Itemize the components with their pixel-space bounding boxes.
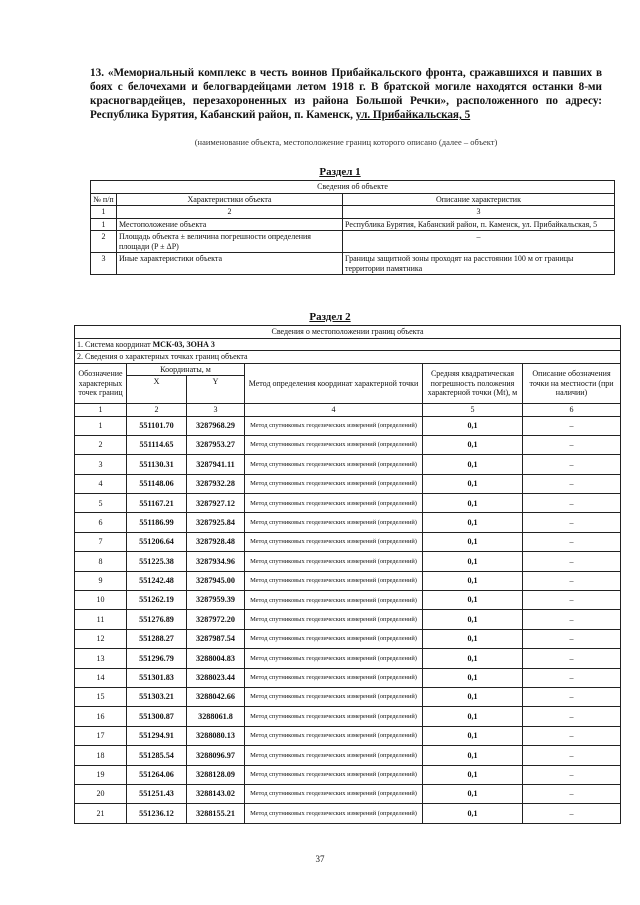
method: Метод спутниковых геодезических измерений (определений)	[245, 668, 423, 687]
table-row	[75, 668, 621, 687]
section-2-table	[74, 325, 621, 824]
coord-x: 551276.89	[127, 610, 187, 629]
col-header-y: Y	[187, 376, 245, 404]
col-number: 2	[117, 206, 343, 219]
point-description: –	[523, 804, 621, 823]
mean-error: 0,1	[423, 571, 523, 590]
col-number: 2	[127, 404, 187, 417]
coord-x: 551288.27	[127, 629, 187, 648]
col-header-point: Обозначение характерных точек границ	[75, 363, 127, 404]
point-number: 20	[75, 784, 127, 803]
point-number: 17	[75, 726, 127, 745]
point-number: 19	[75, 765, 127, 784]
coord-x: 551236.12	[127, 804, 187, 823]
mean-error: 0,1	[423, 416, 523, 435]
table-row	[75, 435, 621, 454]
object-title-address: ул. Прибайкальская, 5	[355, 109, 471, 121]
point-number: 18	[75, 746, 127, 765]
mean-error: 0,1	[423, 474, 523, 493]
row-description: Республика Бурятия, Кабанский район, п. Каменск, ул. Прибайкальская, 5	[343, 218, 615, 231]
point-number: 14	[75, 668, 127, 687]
coord-x: 551262.19	[127, 591, 187, 610]
coord-x: 551294.91	[127, 726, 187, 745]
object-title	[90, 66, 602, 122]
method: Метод спутниковых геодезических измерений (определений)	[245, 455, 423, 474]
method: Метод спутниковых геодезических измерений (определений)	[245, 784, 423, 803]
coord-y: 3287987.54	[187, 629, 245, 648]
point-number: 6	[75, 513, 127, 532]
point-number: 3	[75, 455, 127, 474]
col-header-method: Метод определения координат характерной точки	[245, 363, 423, 404]
mean-error: 0,1	[423, 494, 523, 513]
method: Метод спутниковых геодезических измерений (определений)	[245, 707, 423, 726]
point-number: 2	[75, 435, 127, 454]
method: Метод спутниковых геодезических измерений (определений)	[245, 435, 423, 454]
point-number: 11	[75, 610, 127, 629]
mean-error: 0,1	[423, 610, 523, 629]
section-1-header: Сведения об объекте	[91, 181, 615, 194]
coord-y: 3287959.39	[187, 591, 245, 610]
col-header-desc: Описание обозначения точки на местности (при наличии)	[523, 363, 621, 404]
point-description: –	[523, 552, 621, 571]
method: Метод спутниковых геодезических измерений (определений)	[245, 726, 423, 745]
coord-y: 3288023.44	[187, 668, 245, 687]
col-header-characteristics: Характеристики объекта	[117, 193, 343, 206]
coord-x: 551114.65	[127, 435, 187, 454]
method: Метод спутниковых геодезических измерений (определений)	[245, 687, 423, 706]
table-row	[75, 726, 621, 745]
section-2-header: Сведения о местоположении границ объекта	[75, 326, 621, 339]
table-row	[75, 494, 621, 513]
method: Метод спутниковых геодезических измерений (определений)	[245, 746, 423, 765]
coord-x: 551242.48	[127, 571, 187, 590]
point-description: –	[523, 571, 621, 590]
coord-y: 3287941.11	[187, 455, 245, 474]
point-description: –	[523, 784, 621, 803]
point-number: 7	[75, 532, 127, 551]
table-row	[75, 687, 621, 706]
coord-y: 3288096.97	[187, 746, 245, 765]
mean-error: 0,1	[423, 513, 523, 532]
coord-y: 3287925.84	[187, 513, 245, 532]
mean-error: 0,1	[423, 707, 523, 726]
col-number: 5	[423, 404, 523, 417]
table-row	[75, 804, 621, 823]
coord-x: 551167.21	[127, 494, 187, 513]
row-characteristic: Местоположение объекта	[117, 218, 343, 231]
point-number: 5	[75, 494, 127, 513]
coordinate-system-label: 1. Система координат	[77, 339, 151, 349]
point-number: 1	[75, 416, 127, 435]
coordinate-system-value: МСК-03, ЗОНА 3	[152, 339, 215, 349]
coord-x: 551301.83	[127, 668, 187, 687]
point-description: –	[523, 726, 621, 745]
coord-y: 3288155.21	[187, 804, 245, 823]
row-characteristic: Площадь объекта ± величина погрешности определения площади (P ± ΔP)	[117, 231, 343, 253]
point-number: 21	[75, 804, 127, 823]
coord-y: 3288004.83	[187, 649, 245, 668]
mean-error: 0,1	[423, 726, 523, 745]
row-number: 3	[91, 253, 117, 275]
col-number: 6	[523, 404, 621, 417]
col-header-description: Описание характеристик	[343, 193, 615, 206]
point-number: 10	[75, 591, 127, 610]
col-header-number: № п/п	[91, 193, 117, 206]
section-2-title: Раздел 2	[309, 311, 351, 323]
section-1-table	[90, 180, 615, 275]
coord-x: 551303.21	[127, 687, 187, 706]
table-row	[75, 571, 621, 590]
method: Метод спутниковых геодезических измерений (определений)	[245, 416, 423, 435]
point-description: –	[523, 610, 621, 629]
method: Метод спутниковых геодезических измерений (определений)	[245, 552, 423, 571]
object-title-main: 13. «Мемориальный комплекс в честь воинов Прибайкальского фронта, сражавшихся и павших в боях с белочехами и белогвардейцами летом 1918 г. В братской могиле находятся останки 8-ми красногвардейцев, перезахороненных из района Большой Речки», расположенного по адресу: Республика Бурятия, Кабанский район, п. Каменск,	[90, 67, 602, 121]
col-header-error: Средняя квадратическая погрешность положения характерной точки (Mt), м	[423, 363, 523, 404]
point-description: –	[523, 474, 621, 493]
point-description: –	[523, 746, 621, 765]
coord-y: 3288128.09	[187, 765, 245, 784]
mean-error: 0,1	[423, 668, 523, 687]
coord-y: 3288042.66	[187, 687, 245, 706]
point-description: –	[523, 668, 621, 687]
mean-error: 0,1	[423, 649, 523, 668]
table-row	[75, 416, 621, 435]
table-row	[75, 765, 621, 784]
point-description: –	[523, 513, 621, 532]
table-row	[91, 218, 615, 231]
coord-x: 551101.70	[127, 416, 187, 435]
col-number: 4	[245, 404, 423, 417]
coord-y: 3287953.27	[187, 435, 245, 454]
coord-y: 3287968.29	[187, 416, 245, 435]
table-row	[75, 591, 621, 610]
mean-error: 0,1	[423, 687, 523, 706]
method: Метод спутниковых геодезических измерений (определений)	[245, 591, 423, 610]
mean-error: 0,1	[423, 804, 523, 823]
object-caption: (наименование объекта, местоположение границ которого описано (далее – объект)	[194, 137, 498, 147]
row-number: 2	[91, 231, 117, 253]
col-number: 1	[91, 206, 117, 219]
method: Метод спутниковых геодезических измерений (определений)	[245, 532, 423, 551]
coord-x: 551148.06	[127, 474, 187, 493]
coord-x: 551206.64	[127, 532, 187, 551]
mean-error: 0,1	[423, 591, 523, 610]
col-header-x: X	[127, 376, 187, 404]
point-number: 16	[75, 707, 127, 726]
mean-error: 0,1	[423, 629, 523, 648]
table-row	[91, 231, 615, 253]
coordinate-system	[75, 338, 621, 351]
table-row	[75, 532, 621, 551]
col-number: 1	[75, 404, 127, 417]
table-row	[91, 253, 615, 275]
coord-y: 3287932.28	[187, 474, 245, 493]
method: Метод спутниковых геодезических измерений (определений)	[245, 610, 423, 629]
row-characteristic: Иные характеристики объекта	[117, 253, 343, 275]
point-number: 13	[75, 649, 127, 668]
table-row	[75, 455, 621, 474]
point-description: –	[523, 591, 621, 610]
points-label: 2. Сведения о характерных точках границ объекта	[75, 351, 621, 364]
coord-x: 551296.79	[127, 649, 187, 668]
point-description: –	[523, 435, 621, 454]
table-row	[75, 629, 621, 648]
point-description: –	[523, 494, 621, 513]
table-row	[75, 784, 621, 803]
table-row	[75, 474, 621, 493]
coord-y: 3288061.8	[187, 707, 245, 726]
method: Метод спутниковых геодезических измерений (определений)	[245, 494, 423, 513]
col-number: 3	[343, 206, 615, 219]
point-number: 15	[75, 687, 127, 706]
coord-x: 551186.99	[127, 513, 187, 532]
mean-error: 0,1	[423, 784, 523, 803]
coord-x: 551285.54	[127, 746, 187, 765]
mean-error: 0,1	[423, 435, 523, 454]
table-row	[75, 649, 621, 668]
point-number: 9	[75, 571, 127, 590]
row-description: –	[343, 231, 615, 253]
method: Метод спутниковых геодезических измерений (определений)	[245, 571, 423, 590]
coord-y: 3287934.96	[187, 552, 245, 571]
mean-error: 0,1	[423, 746, 523, 765]
point-description: –	[523, 649, 621, 668]
method: Метод спутниковых геодезических измерений (определений)	[245, 804, 423, 823]
point-number: 4	[75, 474, 127, 493]
coord-y: 3287945.00	[187, 571, 245, 590]
method: Метод спутниковых геодезических измерений (определений)	[245, 513, 423, 532]
point-description: –	[523, 455, 621, 474]
row-description: Границы защитной зоны проходят на расстоянии 100 м от границы территории памятника	[343, 253, 615, 275]
coord-x: 551300.87	[127, 707, 187, 726]
point-number: 8	[75, 552, 127, 571]
mean-error: 0,1	[423, 765, 523, 784]
mean-error: 0,1	[423, 455, 523, 474]
point-description: –	[523, 629, 621, 648]
point-description: –	[523, 765, 621, 784]
coord-y: 3288080.13	[187, 726, 245, 745]
table-row	[75, 746, 621, 765]
method: Метод спутниковых геодезических измерений (определений)	[245, 474, 423, 493]
coord-y: 3287972.20	[187, 610, 245, 629]
table-row	[75, 610, 621, 629]
point-description: –	[523, 532, 621, 551]
page-number: 37	[315, 854, 325, 864]
coord-y: 3288143.02	[187, 784, 245, 803]
row-number: 1	[91, 218, 117, 231]
method: Метод спутниковых геодезических измерений (определений)	[245, 629, 423, 648]
method: Метод спутниковых геодезических измерений (определений)	[245, 765, 423, 784]
coord-x: 551264.06	[127, 765, 187, 784]
coord-x: 551130.31	[127, 455, 187, 474]
point-description: –	[523, 687, 621, 706]
method: Метод спутниковых геодезических измерений (определений)	[245, 649, 423, 668]
table-row	[75, 707, 621, 726]
point-description: –	[523, 707, 621, 726]
table-row	[75, 552, 621, 571]
point-number: 12	[75, 629, 127, 648]
col-number: 3	[187, 404, 245, 417]
coord-x: 551251.43	[127, 784, 187, 803]
mean-error: 0,1	[423, 552, 523, 571]
point-description: –	[523, 416, 621, 435]
mean-error: 0,1	[423, 532, 523, 551]
coord-y: 3287928.48	[187, 532, 245, 551]
col-header-coords: Координаты, м	[127, 363, 245, 376]
table-row	[75, 513, 621, 532]
section-1-title: Раздел 1	[319, 166, 361, 178]
coord-y: 3287927.12	[187, 494, 245, 513]
coord-x: 551225.38	[127, 552, 187, 571]
